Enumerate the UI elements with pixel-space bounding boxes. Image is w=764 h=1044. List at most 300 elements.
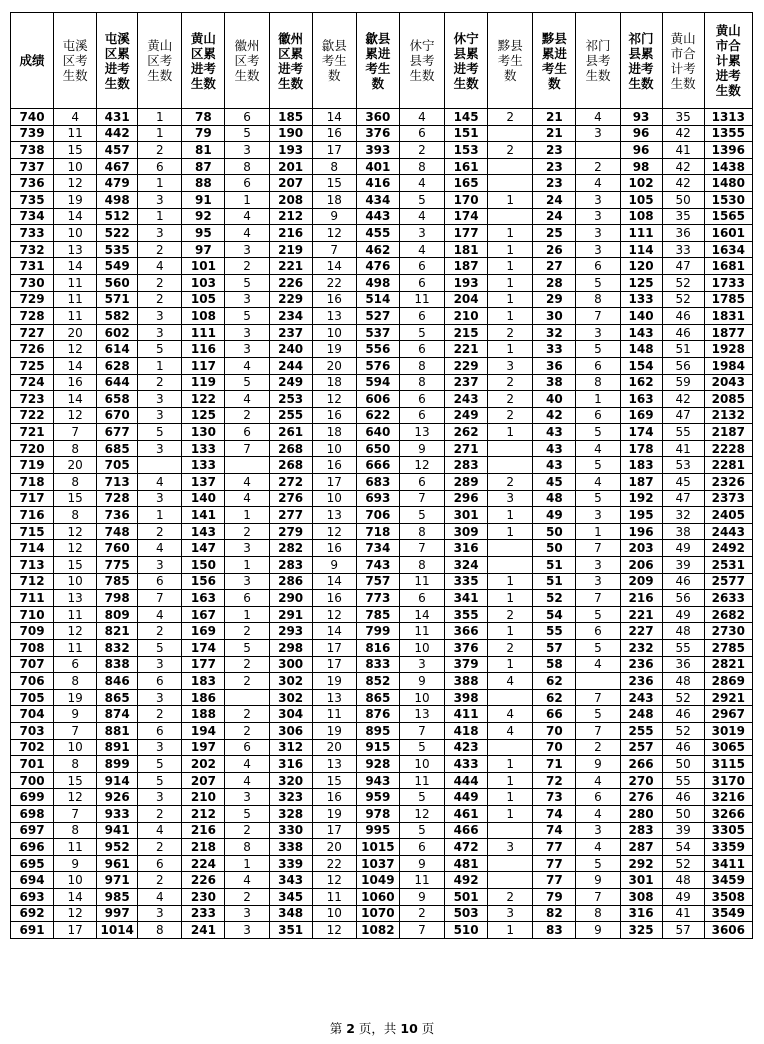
count-cell: 210 — [182, 789, 225, 806]
table-row — [11, 706, 753, 723]
count-cell: 1831 — [704, 308, 752, 325]
count-cell: 161 — [445, 158, 488, 175]
count-cell: 41 — [662, 142, 704, 159]
count-cell: 18 — [312, 424, 356, 441]
count-cell: 6 — [225, 424, 269, 441]
count-cell: 4 — [225, 225, 269, 242]
count-cell: 10 — [54, 225, 97, 242]
count-cell: 306 — [269, 722, 312, 739]
count-cell: 2 — [225, 673, 269, 690]
count-cell: 10 — [312, 324, 356, 341]
count-cell: 13 — [54, 241, 97, 258]
count-cell: 96 — [620, 125, 662, 142]
count-cell: 4 — [225, 357, 269, 374]
count-cell: 140 — [182, 490, 225, 507]
count-cell: 13 — [312, 507, 356, 524]
count-cell: 4 — [488, 673, 533, 690]
count-cell: 6 — [225, 175, 269, 192]
count-cell: 3 — [138, 191, 182, 208]
count-cell: 271 — [445, 440, 488, 457]
count-cell: 11 — [54, 291, 97, 308]
count-cell: 1396 — [704, 142, 752, 159]
count-cell: 42 — [662, 158, 704, 175]
count-cell: 961 — [97, 855, 138, 872]
count-cell: 304 — [269, 706, 312, 723]
count-cell: 576 — [356, 357, 399, 374]
count-cell: 30 — [533, 308, 576, 325]
score-cell: 737 — [11, 158, 54, 175]
table-row — [11, 158, 753, 175]
count-cell: 7 — [576, 722, 620, 739]
count-cell: 300 — [269, 656, 312, 673]
count-cell: 1060 — [356, 888, 399, 905]
count-cell: 48 — [662, 623, 704, 640]
count-cell: 12 — [54, 175, 97, 192]
count-cell: 183 — [620, 457, 662, 474]
count-cell: 2 — [138, 706, 182, 723]
count-cell: 24 — [533, 191, 576, 208]
count-cell: 9 — [312, 557, 356, 574]
count-cell: 571 — [97, 291, 138, 308]
count-cell: 7 — [225, 440, 269, 457]
count-cell: 151 — [445, 125, 488, 142]
count-cell: 52 — [662, 689, 704, 706]
count-cell: 2 — [138, 623, 182, 640]
count-cell — [488, 125, 533, 142]
count-cell: 111 — [182, 324, 225, 341]
score-cell: 694 — [11, 872, 54, 889]
count-cell: 3 — [399, 225, 444, 242]
count-cell: 481 — [445, 855, 488, 872]
count-cell: 3549 — [704, 905, 752, 922]
count-cell — [576, 142, 620, 159]
count-cell — [488, 158, 533, 175]
count-cell: 1 — [488, 424, 533, 441]
table-row — [11, 888, 753, 905]
count-cell: 1 — [225, 606, 269, 623]
count-cell: 1049 — [356, 872, 399, 889]
score-cell: 724 — [11, 374, 54, 391]
count-cell: 9 — [399, 888, 444, 905]
count-cell: 10 — [312, 440, 356, 457]
count-cell: 66 — [533, 706, 576, 723]
count-cell: 92 — [182, 208, 225, 225]
count-cell: 4 — [138, 474, 182, 491]
count-cell: 3359 — [704, 839, 752, 856]
count-cell: 1 — [225, 507, 269, 524]
count-cell: 2633 — [704, 590, 752, 607]
score-cell: 708 — [11, 640, 54, 657]
count-cell: 4 — [576, 440, 620, 457]
count-cell: 48 — [662, 872, 704, 889]
count-cell: 241 — [182, 922, 225, 939]
count-cell: 290 — [269, 590, 312, 607]
count-cell: 255 — [269, 407, 312, 424]
count-cell: 418 — [445, 722, 488, 739]
count-cell: 116 — [182, 341, 225, 358]
count-cell: 212 — [182, 805, 225, 822]
count-cell: 268 — [269, 440, 312, 457]
count-cell: 91 — [182, 191, 225, 208]
count-cell: 133 — [182, 440, 225, 457]
count-cell: 45 — [533, 474, 576, 491]
count-cell: 7 — [576, 689, 620, 706]
count-cell: 21 — [533, 125, 576, 142]
count-cell: 105 — [182, 291, 225, 308]
table-row — [11, 324, 753, 341]
count-cell: 11 — [54, 640, 97, 657]
count-cell: 3 — [488, 357, 533, 374]
count-cell: 3 — [225, 324, 269, 341]
count-cell: 50 — [533, 540, 576, 557]
count-cell: 57 — [662, 922, 704, 939]
count-cell: 56 — [662, 590, 704, 607]
count-cell: 9 — [54, 855, 97, 872]
count-cell: 280 — [620, 805, 662, 822]
table-row — [11, 357, 753, 374]
count-cell: 5 — [138, 341, 182, 358]
count-cell: 14 — [54, 391, 97, 408]
count-cell: 1 — [488, 805, 533, 822]
count-cell: 23 — [533, 175, 576, 192]
count-cell: 156 — [182, 573, 225, 590]
count-cell: 985 — [97, 888, 138, 905]
count-cell: 62 — [533, 673, 576, 690]
count-cell: 32 — [533, 324, 576, 341]
count-cell: 670 — [97, 407, 138, 424]
count-cell: 3 — [138, 308, 182, 325]
count-cell: 4 — [576, 175, 620, 192]
count-cell: 48 — [662, 673, 704, 690]
count-cell: 1 — [488, 241, 533, 258]
column-header-label: 祁门县累进考生数 — [628, 30, 654, 91]
count-cell: 658 — [97, 391, 138, 408]
count-cell: 2577 — [704, 573, 752, 590]
count-cell: 1 — [488, 225, 533, 242]
count-cell: 316 — [269, 756, 312, 773]
count-cell — [138, 457, 182, 474]
count-cell: 16 — [312, 291, 356, 308]
table-row — [11, 258, 753, 275]
count-cell: 15 — [54, 490, 97, 507]
count-cell: 221 — [445, 341, 488, 358]
count-cell: 335 — [445, 573, 488, 590]
score-cell: 696 — [11, 839, 54, 856]
count-cell: 8 — [399, 357, 444, 374]
count-cell: 1 — [488, 789, 533, 806]
score-table — [10, 12, 753, 939]
count-cell: 466 — [445, 822, 488, 839]
count-cell: 9 — [576, 756, 620, 773]
count-cell: 5 — [576, 606, 620, 623]
count-cell: 102 — [620, 175, 662, 192]
count-cell: 35 — [662, 109, 704, 126]
count-cell: 236 — [620, 673, 662, 690]
count-cell: 3459 — [704, 872, 752, 889]
count-cell: 728 — [97, 490, 138, 507]
count-cell: 2 — [488, 407, 533, 424]
column-header-label: 屯溪区累进考生数 — [104, 30, 130, 91]
count-cell: 18 — [312, 374, 356, 391]
count-cell: 16 — [54, 374, 97, 391]
count-cell: 549 — [97, 258, 138, 275]
footer-total-pages: 10 — [400, 1021, 418, 1036]
count-cell: 978 — [356, 805, 399, 822]
count-cell: 26 — [533, 241, 576, 258]
count-cell: 169 — [620, 407, 662, 424]
count-cell: 165 — [445, 175, 488, 192]
count-cell: 11 — [399, 573, 444, 590]
count-cell: 298 — [269, 640, 312, 657]
count-cell: 17 — [54, 922, 97, 939]
count-cell: 5 — [138, 640, 182, 657]
count-cell: 773 — [356, 590, 399, 607]
count-cell: 15 — [312, 772, 356, 789]
count-cell: 360 — [356, 109, 399, 126]
count-cell: 316 — [445, 540, 488, 557]
table-row — [11, 457, 753, 474]
count-cell — [488, 855, 533, 872]
count-cell: 7 — [399, 922, 444, 939]
count-cell: 510 — [445, 922, 488, 939]
count-cell: 2085 — [704, 391, 752, 408]
count-cell: 2869 — [704, 673, 752, 690]
count-cell: 133 — [182, 457, 225, 474]
count-cell — [225, 689, 269, 706]
table-row — [11, 805, 753, 822]
count-cell: 1 — [138, 507, 182, 524]
count-cell: 501 — [445, 888, 488, 905]
count-cell: 4 — [576, 109, 620, 126]
count-cell: 4 — [576, 839, 620, 856]
column-header-label: 黄山区考生数 — [147, 38, 173, 83]
count-cell: 9 — [576, 872, 620, 889]
count-cell: 338 — [269, 839, 312, 856]
count-cell: 268 — [269, 457, 312, 474]
count-cell: 7 — [576, 888, 620, 905]
count-cell: 181 — [445, 241, 488, 258]
count-cell: 8 — [576, 905, 620, 922]
count-cell: 1480 — [704, 175, 752, 192]
score-cell: 693 — [11, 888, 54, 905]
count-cell: 926 — [97, 789, 138, 806]
count-cell: 5 — [138, 424, 182, 441]
score-cell: 730 — [11, 274, 54, 291]
count-cell: 7 — [576, 590, 620, 607]
count-cell: 1 — [488, 623, 533, 640]
count-cell: 4 — [138, 888, 182, 905]
count-cell: 1 — [138, 125, 182, 142]
count-cell: 279 — [269, 523, 312, 540]
count-cell: 743 — [356, 557, 399, 574]
count-cell: 23 — [533, 142, 576, 159]
count-cell: 36 — [662, 656, 704, 673]
count-cell: 12 — [54, 623, 97, 640]
count-cell — [488, 208, 533, 225]
count-cell: 20 — [54, 324, 97, 341]
count-cell: 11 — [312, 706, 356, 723]
count-cell: 2373 — [704, 490, 752, 507]
count-cell — [488, 540, 533, 557]
count-cell: 2 — [138, 274, 182, 291]
column-header — [704, 13, 752, 109]
count-cell: 7 — [138, 590, 182, 607]
count-cell: 226 — [269, 274, 312, 291]
count-cell: 3 — [576, 822, 620, 839]
count-cell: 12 — [54, 341, 97, 358]
count-cell: 325 — [620, 922, 662, 939]
count-cell: 49 — [662, 606, 704, 623]
count-cell: 8 — [576, 291, 620, 308]
count-cell: 457 — [97, 142, 138, 159]
score-cell: 699 — [11, 789, 54, 806]
count-cell: 5 — [399, 507, 444, 524]
count-cell — [225, 457, 269, 474]
count-cell: 3 — [138, 225, 182, 242]
count-cell: 7 — [399, 490, 444, 507]
count-cell: 14 — [312, 573, 356, 590]
count-cell: 13 — [54, 590, 97, 607]
count-cell: 5 — [225, 274, 269, 291]
count-cell: 6 — [225, 109, 269, 126]
table-row — [11, 374, 753, 391]
score-cell: 722 — [11, 407, 54, 424]
count-cell: 1 — [138, 175, 182, 192]
count-cell: 145 — [445, 109, 488, 126]
count-cell: 8 — [576, 374, 620, 391]
count-cell: 12 — [312, 922, 356, 939]
count-cell: 677 — [97, 424, 138, 441]
count-cell: 2 — [138, 872, 182, 889]
count-cell: 13 — [312, 756, 356, 773]
column-header — [97, 13, 138, 109]
count-cell: 8 — [399, 158, 444, 175]
table-row — [11, 689, 753, 706]
count-cell: 50 — [662, 191, 704, 208]
count-cell: 3 — [138, 324, 182, 341]
count-cell: 105 — [620, 191, 662, 208]
count-cell: 16 — [312, 590, 356, 607]
count-cell: 6 — [576, 407, 620, 424]
count-cell: 838 — [97, 656, 138, 673]
count-cell: 9 — [399, 440, 444, 457]
count-cell: 39 — [662, 822, 704, 839]
count-cell: 928 — [356, 756, 399, 773]
count-cell: 628 — [97, 357, 138, 374]
count-cell: 3 — [225, 789, 269, 806]
count-cell: 3 — [225, 291, 269, 308]
footer-middle: 页，共 — [354, 1021, 401, 1036]
count-cell: 163 — [182, 590, 225, 607]
column-header-label: 黄山市合计考生数 — [670, 30, 696, 91]
count-cell: 1 — [225, 855, 269, 872]
count-cell: 449 — [445, 789, 488, 806]
count-cell: 46 — [662, 324, 704, 341]
count-cell: 244 — [269, 357, 312, 374]
count-cell: 3 — [576, 208, 620, 225]
count-cell: 4 — [488, 706, 533, 723]
count-cell: 3266 — [704, 805, 752, 822]
count-cell: 32 — [662, 507, 704, 524]
count-cell: 915 — [356, 739, 399, 756]
count-cell: 2 — [225, 656, 269, 673]
column-header — [312, 13, 356, 109]
score-cell: 695 — [11, 855, 54, 872]
count-cell: 186 — [182, 689, 225, 706]
count-cell: 55 — [662, 424, 704, 441]
count-cell: 8 — [54, 507, 97, 524]
count-cell: 8 — [399, 557, 444, 574]
count-cell: 12 — [54, 540, 97, 557]
count-cell: 20 — [312, 357, 356, 374]
count-cell: 227 — [620, 623, 662, 640]
count-cell: 1877 — [704, 324, 752, 341]
count-cell: 5 — [138, 772, 182, 789]
count-cell: 514 — [356, 291, 399, 308]
count-cell: 77 — [533, 855, 576, 872]
count-cell: 6 — [399, 274, 444, 291]
count-cell: 70 — [533, 722, 576, 739]
count-cell: 23 — [533, 158, 576, 175]
count-cell: 167 — [182, 606, 225, 623]
count-cell: 1681 — [704, 258, 752, 275]
count-cell: 328 — [269, 805, 312, 822]
count-cell: 2531 — [704, 557, 752, 574]
table-row — [11, 822, 753, 839]
count-cell: 4 — [576, 772, 620, 789]
count-cell: 3065 — [704, 739, 752, 756]
column-header — [576, 13, 620, 109]
count-cell: 2443 — [704, 523, 752, 540]
count-cell: 2 — [225, 722, 269, 739]
count-cell: 237 — [445, 374, 488, 391]
count-cell: 748 — [97, 523, 138, 540]
count-cell: 433 — [445, 756, 488, 773]
count-cell: 4 — [488, 722, 533, 739]
count-cell: 535 — [97, 241, 138, 258]
count-cell: 232 — [620, 640, 662, 657]
count-cell: 117 — [182, 357, 225, 374]
score-cell: 719 — [11, 457, 54, 474]
count-cell: 899 — [97, 756, 138, 773]
count-cell: 434 — [356, 191, 399, 208]
table-row — [11, 291, 753, 308]
count-cell: 6 — [225, 590, 269, 607]
count-cell: 12 — [399, 457, 444, 474]
count-cell: 706 — [356, 507, 399, 524]
score-cell: 721 — [11, 424, 54, 441]
count-cell: 169 — [182, 623, 225, 640]
count-cell: 177 — [182, 656, 225, 673]
count-cell: 218 — [182, 839, 225, 856]
score-cell: 704 — [11, 706, 54, 723]
count-cell: 2 — [576, 739, 620, 756]
count-cell: 174 — [182, 640, 225, 657]
column-header-label: 休宁县考生数 — [409, 38, 435, 83]
count-cell: 46 — [662, 739, 704, 756]
count-cell: 49 — [533, 507, 576, 524]
count-cell: 253 — [269, 391, 312, 408]
count-cell: 14 — [399, 606, 444, 623]
count-cell: 5 — [399, 324, 444, 341]
count-cell: 5 — [576, 490, 620, 507]
count-cell: 96 — [620, 142, 662, 159]
count-cell: 261 — [269, 424, 312, 441]
count-cell: 3 — [399, 656, 444, 673]
count-cell: 14 — [54, 888, 97, 905]
count-cell: 846 — [97, 673, 138, 690]
count-cell: 8 — [312, 158, 356, 175]
